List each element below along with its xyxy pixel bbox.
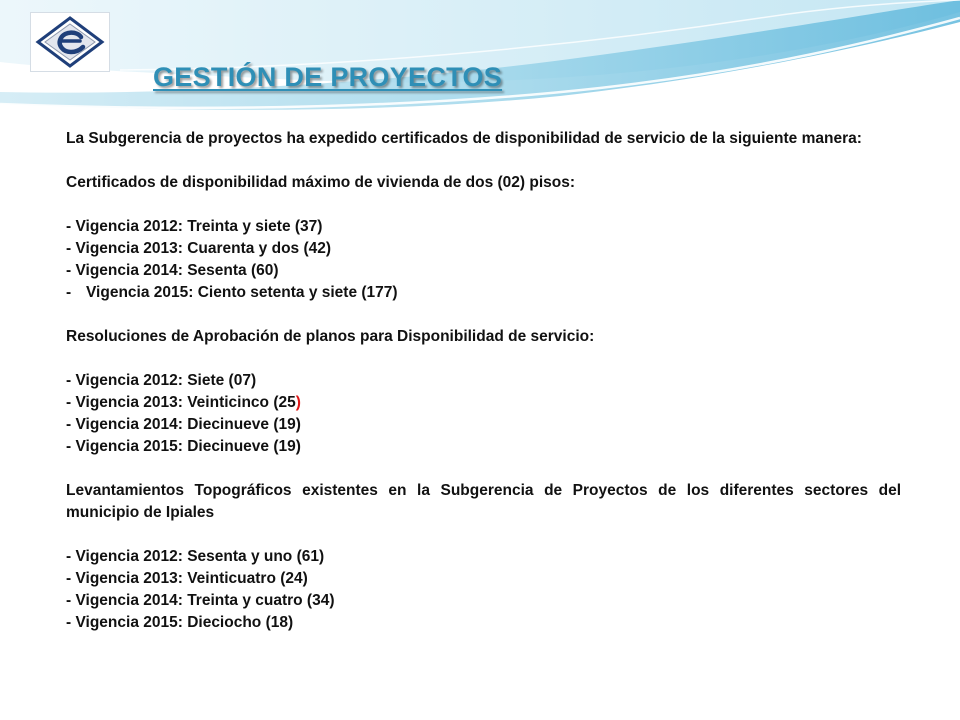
list-item: - Vigencia 2015: Diecinueve (19) [66, 438, 301, 455]
company-logo [30, 12, 110, 72]
list-item: - Vigencia 2014: Diecinueve (19) [66, 416, 301, 433]
red-parenthesis: ) [295, 394, 301, 411]
list-dash: - [66, 284, 72, 301]
list-item: - Vigencia 2014: Sesenta (60) [66, 262, 279, 279]
list-item: - Vigencia 2012: Treinta y siete (37) [66, 218, 323, 235]
section-heading-certificados: Certificados de disponibilidad máximo de vivienda de dos (02) pisos: [66, 174, 576, 191]
list-item [66, 392, 901, 414]
list-item: - Vigencia 2013: Veinticuatro (24) [66, 570, 308, 587]
intro-paragraph: La Subgerencia de proyectos ha expedido certificados de disponibilidad de servicio de la siguiente manera: [66, 130, 862, 147]
list-item-text: - Vigencia 2013: Veinticinco (25 [66, 394, 296, 411]
page-title: GESTIÓN DE PROYECTOS [153, 62, 503, 92]
list-item: - Vigencia 2012: Siete (07) [66, 372, 257, 389]
main-content [66, 128, 901, 634]
list-item: - Vigencia 2014: Treinta y cuatro (34) [66, 592, 335, 609]
section-heading-levantamientos: Levantamientos Topográficos existentes en la Subgerencia de Proyectos de los diferentes sectores del municipio de Ipiales [66, 482, 901, 521]
list-item-text: Vigencia 2015: Ciento setenta y siete (177) [86, 284, 398, 301]
logo-emblem-icon [31, 13, 109, 71]
list-item: - Vigencia 2012: Sesenta y uno (61) [66, 548, 325, 565]
section-heading-resoluciones: Resoluciones de Aprobación de planos para Disponibilidad de servicio: [66, 328, 595, 345]
list-item [66, 282, 901, 304]
list-item: - Vigencia 2013: Cuarenta y dos (42) [66, 240, 332, 257]
list-item: - Vigencia 2015: Dieciocho (18) [66, 614, 294, 631]
